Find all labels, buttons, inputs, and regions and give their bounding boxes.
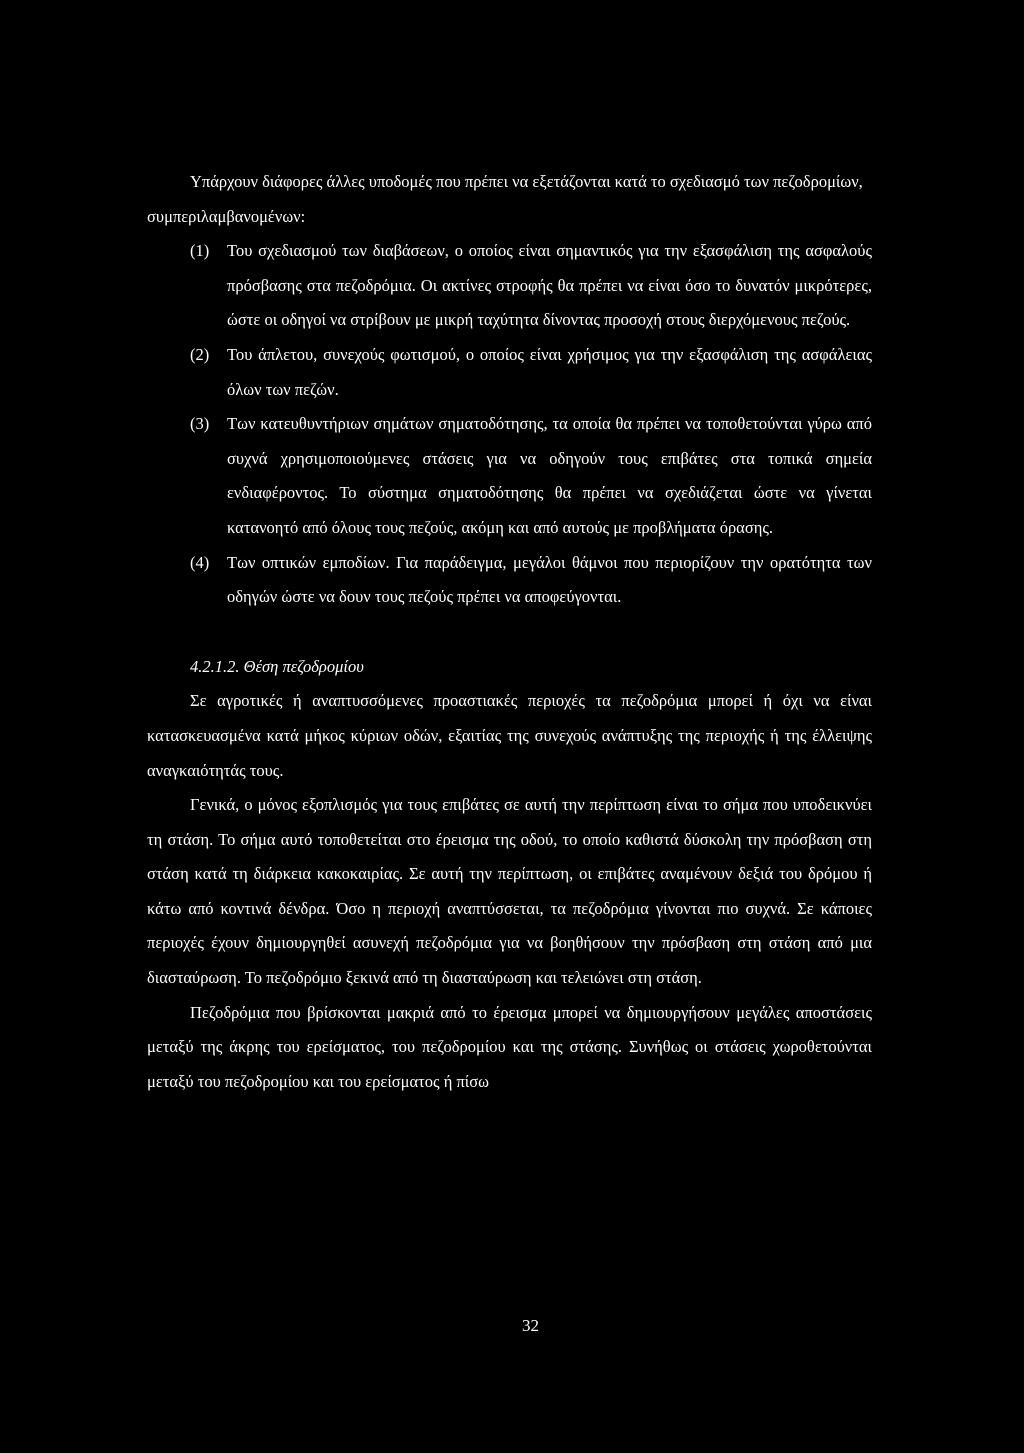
list-item-number: (4) [190, 552, 210, 572]
list-item-number: (1) [190, 241, 210, 261]
list-item-text: Των οπτικών εμποδίων. Για παράδειγμα, μεγάλοι θάμνοι που περιορίζουν την ορατότητα των οδηγών ώστε να δουν τους πεζούς πρέπει να αποφεύγονται. [227, 552, 872, 607]
document-page [147, 165, 872, 1099]
body-paragraph: Πεζοδρόμια που βρίσκονται μακριά από το έρεισμα μπορεί να δημιουργήσουν μεγάλες αποστάσεις μεταξύ της άκρης του ερείσματος, του πεζοδρομίου και της στάσης. Συνήθως οι στάσεις χωροθετούνται μεταξύ του πεζοδρομίου και του ερείσματος ή πίσω [147, 1002, 872, 1091]
list-item-text: Του άπλετου, συνεχούς φωτισμού, ο οποίος είναι χρήσιμος για την εξασφάλιση της ασφάλειας όλων των πεζών. [227, 344, 872, 399]
intro-paragraph: Υπάρχουν διάφορες άλλες υποδομές που πρέπει να εξετάζονται κατά το σχεδιασμό των πεζοδρομίων, συμπεριλαμβανομένων: [147, 172, 863, 226]
section-heading: 4.2.1.2. Θέση πεζοδρομίου [190, 656, 364, 676]
list-item-number: (2) [190, 344, 210, 364]
body-paragraph: Σε αγροτικές ή αναπτυσσόμενες προαστιακές περιοχές τα πεζοδρόμια μπορεί ή όχι να είναι κατασκευασμένα κατά μήκος κύριων οδών, εξαιτίας της συνεχούς ανάπτυξης της περιοχής ή της έλλειψης αναγκαιότητάς τους. [147, 691, 872, 780]
considerations-list [147, 234, 872, 615]
list-item [147, 407, 872, 545]
list-item [147, 338, 872, 407]
page-number: 32 [522, 1316, 539, 1335]
list-item [147, 234, 872, 338]
body-paragraph: Γενικά, ο μόνος εξοπλισμός για τους επιβάτες σε αυτή την περίπτωση είναι το σήμα που υποδεικνύει τη στάση. Το σήμα αυτό τοποθετείται στο έρεισμα της οδού, το οποίο καθιστά δύσκολη την πρόσβαση στη στάση κατά τη διάρκεια κακοκαιρίας. Σε αυτή την περίπτωση, οι επιβάτες αναμένουν δεξιά του δρόμου ή κάτω από κοντινά δένδρα. Όσο η περιοχή αναπτύσσεται, τα πεζοδρόμια γίνονται πιο συχνά. Σε κάποιες περιοχές έχουν δημιουργηθεί ασυνεχή πεζοδρόμια για να βοηθήσουν την πρόσβαση στη στάση από μια διασταύρωση. Το πεζοδρόμιο ξεκινά από τη διασταύρωση και τελειώνει στη στάση. [147, 795, 872, 988]
list-item-text: Του σχεδιασμού των διαβάσεων, ο οποίος είναι σημαντικός για την εξασφάλιση της ασφαλούς πρόσβασης στα πεζοδρόμια. Οι ακτίνες στροφής θα πρέπει να είναι όσο το δυνατόν μικρότερες, ώστε οι οδηγοί να στρίβουν με μικρή ταχύτητα δίνοντας προσοχή στους διερχόμενους πεζούς. [227, 241, 872, 330]
section-body [147, 684, 872, 1099]
list-item-text: Των κατευθυντήριων σημάτων σηματοδότησης, τα οποία θα πρέπει να τοποθετούνται γύρω από συχνά χρησιμοποιούμενες στάσεις για να οδηγούν τους επιβάτες στα τοπικά σημεία ενδιαφέροντος. Το σύστημα σηματοδότησης θα πρέπει να σχεδιάζεται ώστε να γίνεται κατανοητό από όλους τους πεζούς, ακόμη και από αυτούς με προβλήματα όρασης. [227, 414, 872, 537]
list-item-number: (3) [190, 414, 210, 434]
list-item [147, 546, 872, 615]
